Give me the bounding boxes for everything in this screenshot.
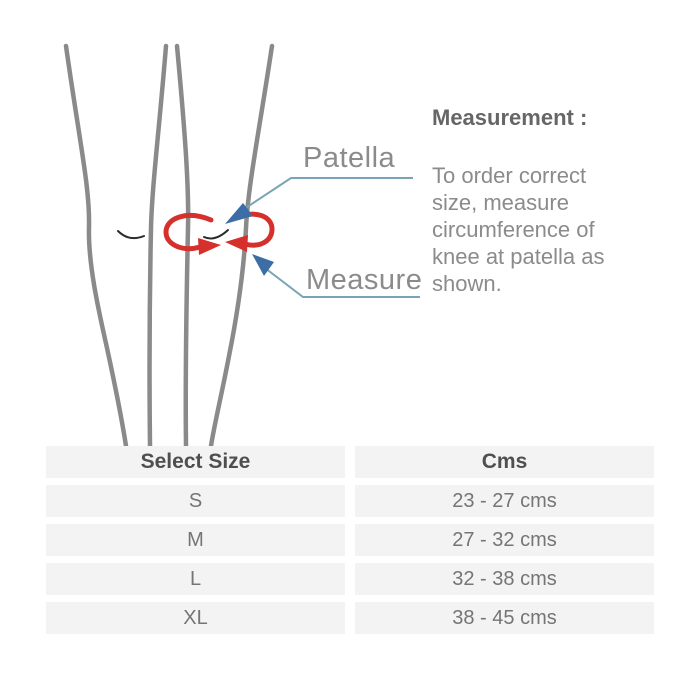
measurement-instructions [432,106,642,297]
cms-cell-m: 27 - 32 cms [355,524,654,556]
cms-cell-xl: 38 - 45 cms [355,602,654,634]
right-patella-marking [204,230,228,238]
measure-tape-arrows-icon [166,214,272,255]
patella-leader-line [238,178,413,213]
cms-cell-l: 32 - 38 cms [355,563,654,595]
size-table [46,446,654,634]
size-column-header: Select Size [46,446,345,478]
size-cell-m: M [46,524,345,556]
left-leg-outline [66,46,166,446]
measurement-text-line: circumference of [432,217,595,242]
measurement-text [432,162,642,297]
cms-cell-s: 23 - 27 cms [355,485,654,517]
size-cell-l: L [46,563,345,595]
size-cell-xl: XL [46,602,345,634]
left-patella-marking [118,231,144,238]
measurement-text-line: shown. [432,271,502,296]
measurement-text-line: knee at patella as [432,244,605,269]
measurement-text-line: size, measure [432,190,569,215]
measurement-heading: Measurement : [432,105,588,130]
patella-label: Patella [303,142,396,174]
measure-label: Measure [306,264,423,296]
size-cell-s: S [46,485,345,517]
cms-column-header: Cms [355,446,654,478]
measurement-text-line: To order correct [432,163,587,188]
